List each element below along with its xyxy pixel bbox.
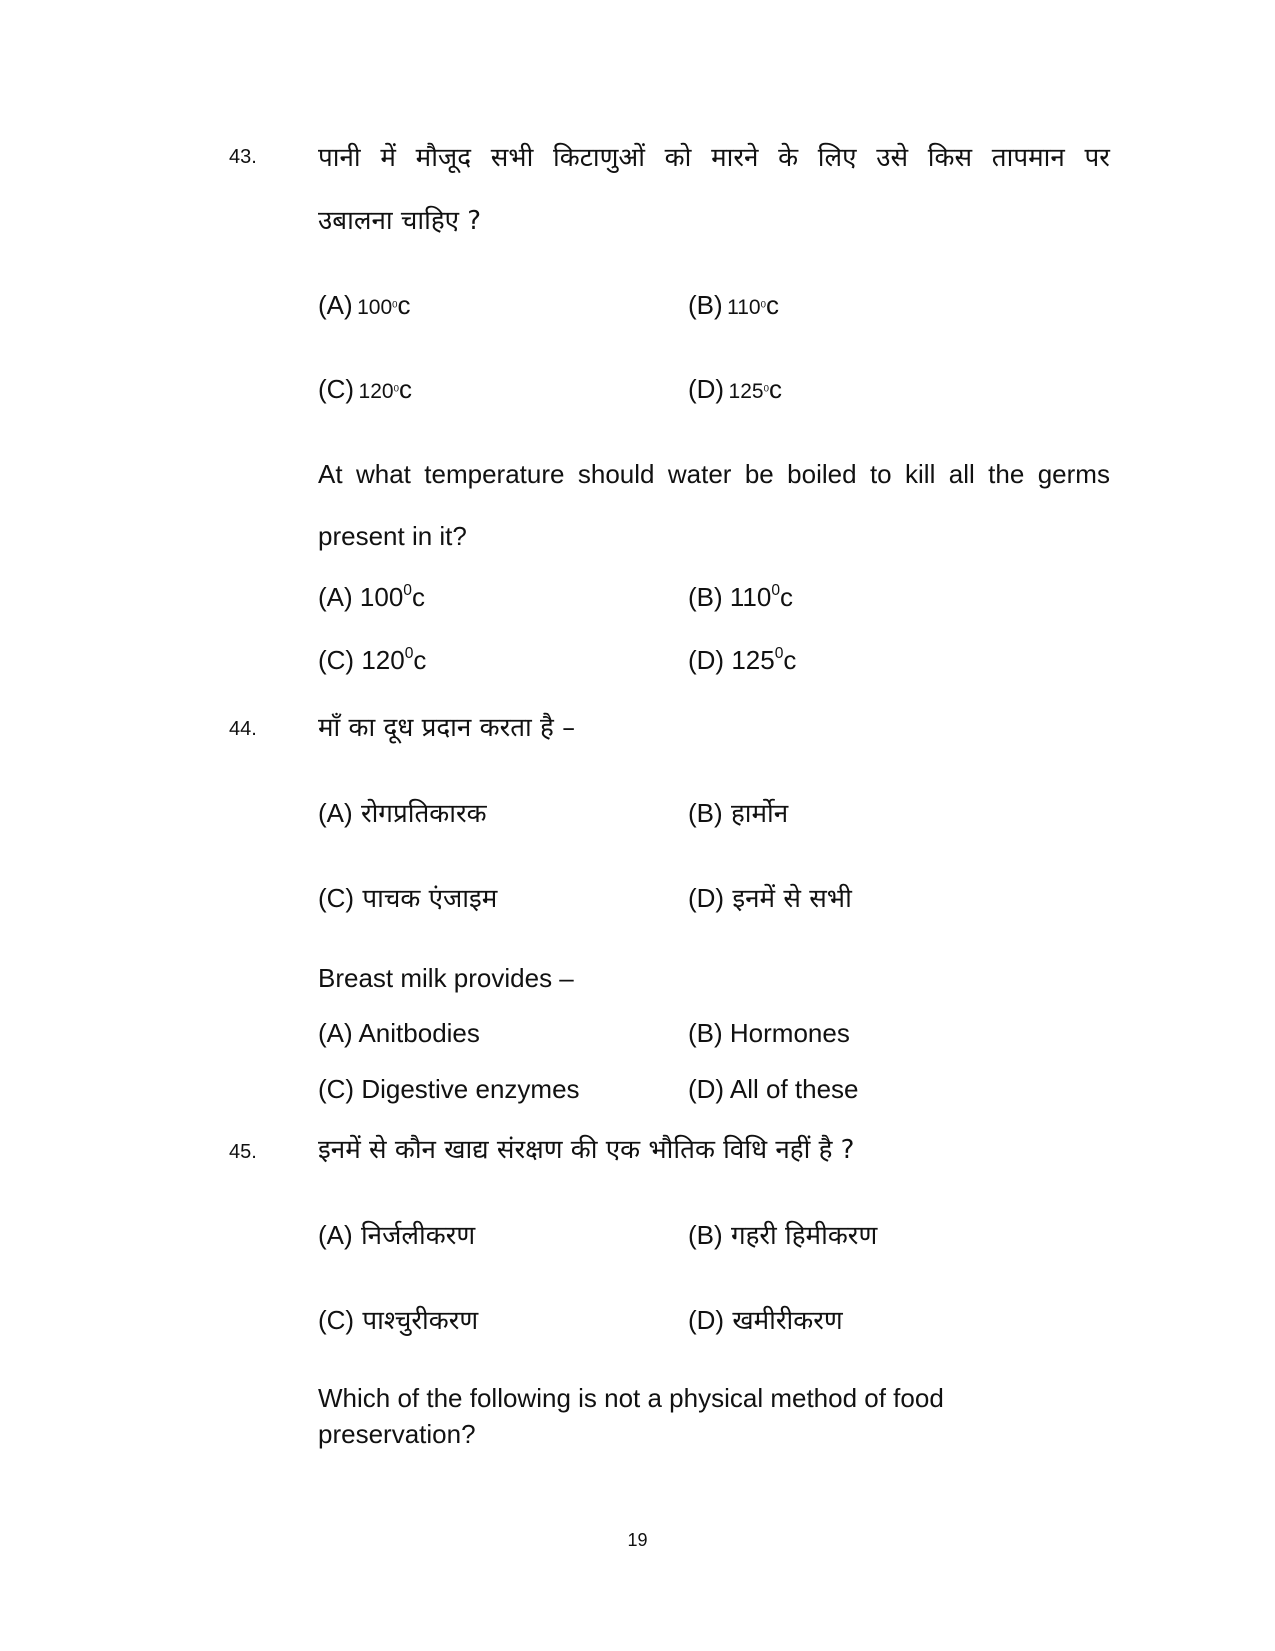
q45-hindi-option-d[interactable] — [688, 1301, 843, 1337]
page-number: 19 — [627, 1530, 648, 1550]
q45-hindi-option-c[interactable] — [318, 1301, 478, 1337]
option-text: Digestive enzymes — [361, 1074, 580, 1104]
option-unit: c — [413, 645, 427, 675]
option-value: 125 — [731, 645, 775, 675]
option-value: 120 — [361, 645, 405, 675]
option-superscript: 0 — [763, 383, 769, 395]
option-text: पाश्चुरीकरण — [362, 1306, 479, 1336]
question-word: को — [664, 143, 692, 173]
option-value: 120 — [358, 380, 394, 403]
question-word: boiled — [787, 459, 857, 489]
option-label: (B) — [688, 1018, 723, 1048]
question-word: किटाणुओं — [553, 143, 645, 173]
option-label: (B) — [688, 290, 723, 320]
q44-hindi-question: माँ का दूध प्रदान करता है – — [318, 713, 576, 743]
question-word: temperature — [424, 459, 565, 489]
option-label: (C) — [318, 883, 355, 913]
question-word: पर — [1084, 143, 1110, 173]
option-text: गहरी हिमीकरण — [730, 1221, 878, 1251]
option-value: 100 — [357, 296, 393, 319]
option-superscript: 0 — [404, 645, 414, 663]
q45-english-question-line1: Which of the following is not a physical method of food — [318, 1383, 944, 1413]
q44-hindi-option-b[interactable] — [688, 794, 788, 830]
option-unit: c — [411, 582, 425, 612]
option-superscript: 0 — [393, 383, 399, 395]
question-word: kill — [905, 459, 936, 489]
q44-english-option-a[interactable] — [318, 1018, 480, 1049]
option-unit: c — [398, 374, 412, 404]
option-text: Anitbodies — [358, 1018, 480, 1048]
option-text: All of these — [729, 1074, 859, 1104]
question-word: to — [869, 459, 892, 489]
q45-english-question-line2: preservation? — [318, 1419, 476, 1449]
option-text: Hormones — [729, 1018, 850, 1048]
option-text: निर्जलीकरण — [360, 1221, 476, 1251]
q43-english-option-b[interactable] — [688, 582, 793, 613]
question-word: what — [355, 459, 411, 489]
question-number-43: 43. — [229, 146, 257, 168]
question-word: तापमान — [991, 143, 1065, 173]
option-text: इनमें से सभी — [732, 884, 852, 914]
q45-hindi-question: इनमें से कौन खाद्य संरक्षण की एक भौतिक विधि नहीं है ? — [318, 1135, 855, 1165]
option-value: 110 — [727, 296, 761, 319]
option-label: (B) — [688, 582, 723, 612]
option-unit: c — [768, 374, 782, 404]
q43-english-question-line2: present in it? — [318, 521, 467, 551]
q43-english-option-a[interactable] — [318, 582, 425, 613]
option-label: (A) — [318, 1018, 353, 1048]
option-label: (C) — [318, 645, 355, 675]
q43-english-option-c[interactable] — [318, 645, 426, 676]
q45-hindi-option-b[interactable] — [688, 1216, 877, 1252]
option-label: (D) — [688, 374, 725, 404]
question-number-45: 45. — [229, 1141, 257, 1163]
option-label: (A) — [318, 290, 353, 320]
question-word: पानी — [318, 143, 361, 173]
q44-hindi-option-c[interactable] — [318, 879, 497, 915]
q43-hindi-question-line1 — [318, 138, 1110, 174]
q43-hindi-option-a[interactable] — [318, 290, 411, 321]
q44-hindi-option-a[interactable] — [318, 794, 487, 830]
q44-english-question: Breast milk provides – — [318, 963, 574, 993]
option-label: (B) — [688, 1220, 723, 1250]
question-word: be — [744, 459, 774, 489]
option-label: (D) — [688, 645, 725, 675]
option-unit: c — [780, 582, 794, 612]
q43-english-option-d[interactable] — [688, 645, 796, 676]
question-word: किस — [927, 143, 973, 173]
question-word: the — [988, 459, 1025, 489]
question-word: लिए — [817, 143, 857, 173]
option-label: (A) — [318, 1220, 353, 1250]
option-label: (D) — [688, 1074, 725, 1104]
question-word: के — [778, 143, 799, 173]
q44-english-option-c[interactable] — [318, 1074, 580, 1105]
question-word: सभी — [490, 143, 534, 173]
option-value: 110 — [729, 582, 772, 612]
option-label: (A) — [318, 798, 353, 828]
option-unit: c — [783, 645, 797, 675]
option-text: खमीरीकरण — [732, 1306, 843, 1336]
option-unit: c — [765, 290, 779, 320]
option-label: (D) — [688, 1305, 725, 1335]
option-label: (C) — [318, 374, 355, 404]
option-text: पाचक एंजाइम — [362, 884, 498, 914]
question-word: उसे — [876, 143, 909, 173]
q44-english-option-d[interactable] — [688, 1074, 859, 1105]
option-superscript: 0 — [392, 299, 398, 311]
question-word: water — [667, 459, 732, 489]
question-word: At — [318, 459, 343, 489]
q45-hindi-option-a[interactable] — [318, 1216, 475, 1252]
question-word: all — [948, 459, 975, 489]
q43-hindi-option-c[interactable] — [318, 374, 412, 405]
option-unit: c — [397, 290, 411, 320]
question-word: में — [380, 143, 396, 173]
option-text: हार्मोन — [730, 799, 789, 829]
q44-english-option-b[interactable] — [688, 1018, 850, 1049]
q44-hindi-option-d[interactable] — [688, 879, 852, 915]
q43-hindi-question-line2: उबालना चाहिए ? — [318, 206, 482, 236]
q43-english-question-line1 — [318, 459, 1110, 490]
option-superscript: 0 — [760, 299, 766, 311]
question-word: germs — [1037, 459, 1110, 489]
option-text: रोगप्रतिकारक — [360, 799, 487, 829]
option-label: (D) — [688, 883, 725, 913]
option-superscript: 0 — [403, 582, 412, 600]
question-word: मारने — [711, 143, 759, 173]
question-number-44: 44. — [229, 718, 257, 740]
option-value: 125 — [728, 380, 764, 403]
question-word: मौजूद — [415, 143, 472, 173]
option-label: (C) — [318, 1305, 355, 1335]
option-label: (A) — [318, 582, 353, 612]
q43-hindi-option-d[interactable] — [688, 374, 782, 405]
q43-hindi-option-b[interactable] — [688, 290, 779, 321]
option-label: (B) — [688, 798, 723, 828]
question-word: should — [577, 459, 655, 489]
option-value: 100 — [359, 582, 404, 612]
option-superscript: 0 — [774, 645, 784, 663]
option-superscript: 0 — [771, 582, 781, 600]
option-label: (C) — [318, 1074, 355, 1104]
